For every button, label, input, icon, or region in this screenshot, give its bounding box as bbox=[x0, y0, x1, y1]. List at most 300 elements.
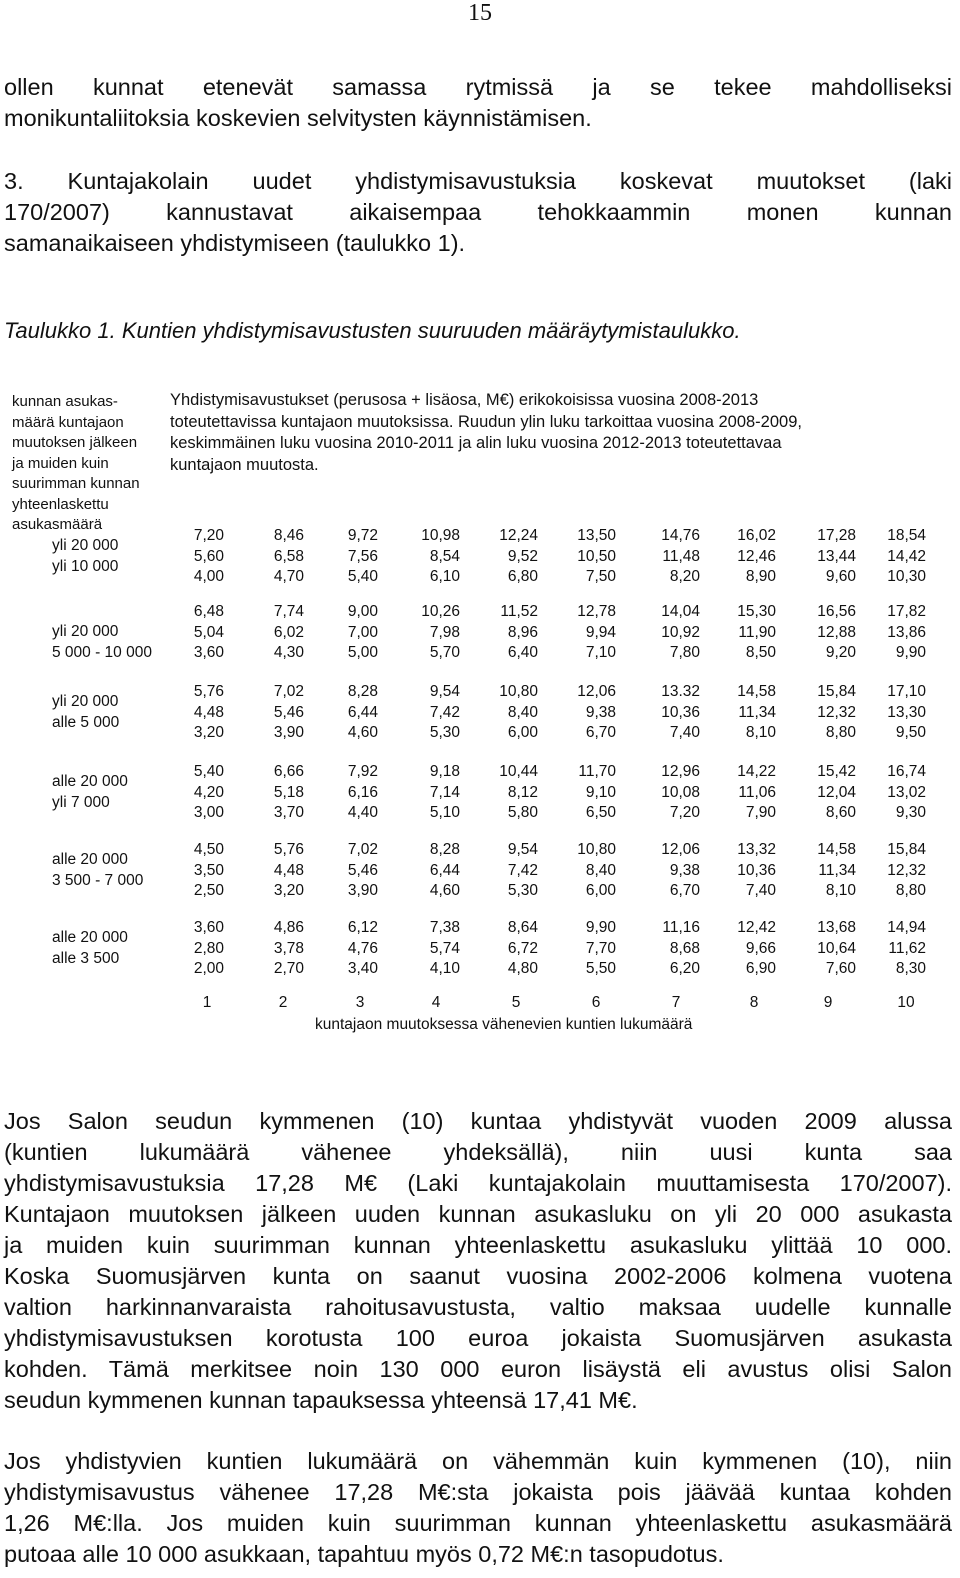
cell-value: 5,30 bbox=[507, 882, 538, 899]
cell-value: 8,30 bbox=[895, 960, 926, 977]
column-index: 7 bbox=[671, 994, 681, 1011]
cell-value: 11,06 bbox=[738, 783, 776, 801]
cell-value: 13,44 bbox=[817, 547, 856, 565]
column-index: 2 bbox=[278, 994, 288, 1011]
cell-value: 6,00 bbox=[585, 882, 616, 899]
cell-value: 10,44 bbox=[499, 763, 538, 780]
cell-value: 4,76 bbox=[347, 939, 378, 957]
cell-value: 5,10 bbox=[429, 804, 460, 821]
table-cell bbox=[716, 918, 776, 980]
cell-value: 6,00 bbox=[507, 724, 538, 741]
salo-paragraph bbox=[4, 1106, 952, 1416]
table-cell bbox=[716, 602, 776, 664]
row-label bbox=[52, 536, 118, 577]
cell-value: 9,72 bbox=[347, 527, 378, 544]
cell-value: 5,74 bbox=[429, 939, 460, 957]
row-label-line: alle 5 000 bbox=[52, 713, 120, 731]
cell-value: 2,00 bbox=[193, 960, 224, 977]
cell-value: 12,46 bbox=[737, 547, 776, 565]
column-index: 4 bbox=[431, 994, 441, 1011]
cell-value: 16,56 bbox=[817, 603, 856, 620]
cell-value: 14,42 bbox=[887, 547, 926, 565]
table-cell bbox=[716, 682, 776, 744]
row-label bbox=[52, 622, 152, 663]
table-cell bbox=[796, 762, 856, 824]
cell-value: 12,04 bbox=[817, 783, 856, 801]
cell-value: 9,20 bbox=[825, 644, 856, 661]
cell-value: 14,58 bbox=[737, 683, 776, 700]
table-caption: Taulukko 1. Kuntien yhdistymisavustusten suuruuden määräytymistaulukko. bbox=[4, 318, 741, 343]
table-cell bbox=[556, 602, 616, 664]
cell-value: 7,42 bbox=[507, 861, 538, 879]
header-label-line: suurimman kunnan bbox=[12, 475, 140, 492]
cell-value: 5,30 bbox=[429, 724, 460, 741]
cell-value: 3,60 bbox=[193, 644, 224, 661]
salo-line: kohden. Tämä merkitsee noin 130 000 euron lisäystä eli avustus olisi Salon bbox=[4, 1356, 952, 1382]
cell-value: 4,48 bbox=[273, 861, 304, 879]
table-cell bbox=[164, 682, 224, 744]
cell-value: 4,40 bbox=[347, 804, 378, 821]
header-label-line: määrä kuntajaon bbox=[12, 413, 124, 431]
cell-value: 9,90 bbox=[895, 644, 926, 661]
point-3-line: 170/2007) kannustavat aikaisempaa tehokkaammin monen kunnan bbox=[4, 199, 952, 225]
cell-value: 13.32 bbox=[661, 683, 700, 700]
table-cell bbox=[478, 918, 538, 980]
cell-value: 9,60 bbox=[825, 568, 856, 585]
cell-value: 3,60 bbox=[193, 919, 224, 936]
cell-value: 7,80 bbox=[669, 644, 700, 661]
page-number: 15 bbox=[468, 0, 492, 26]
intro-paragraph bbox=[4, 72, 952, 134]
cell-value: 5,76 bbox=[273, 841, 304, 858]
table-cell bbox=[318, 762, 378, 824]
cell-value: 10,26 bbox=[421, 603, 460, 620]
cell-value: 8,50 bbox=[745, 644, 776, 661]
cell-value: 12,06 bbox=[577, 683, 616, 700]
cell-value: 3,20 bbox=[273, 882, 304, 899]
description-line: Yhdistymisavustukset (perusosa + lisäosa, M€) erikokoisissa vuosina 2008-2013 bbox=[170, 391, 759, 409]
cell-value: 7,56 bbox=[347, 547, 378, 565]
cell-value: 9,54 bbox=[507, 841, 538, 858]
table-cell bbox=[796, 602, 856, 664]
header-label-line: ja muiden kuin bbox=[12, 454, 109, 472]
cell-value: 2,50 bbox=[193, 882, 224, 899]
cell-value: 7,20 bbox=[669, 804, 700, 821]
salo-line: valtion harkinnanvaraista rahoitusavustusta, valtio maksaa uudelle kunnalle bbox=[4, 1294, 952, 1320]
description-line: keskimmäinen luku vuosina 2010-2011 ja alin luku vuosina 2012-2013 toteutettavaa bbox=[170, 434, 782, 452]
cell-value: 8,54 bbox=[429, 547, 460, 565]
cell-value: 15,42 bbox=[817, 763, 856, 780]
table-cell bbox=[556, 526, 616, 588]
cell-value: 6,48 bbox=[193, 603, 224, 620]
cell-value: 7,70 bbox=[585, 939, 616, 957]
table-cell bbox=[318, 682, 378, 744]
column-index: 6 bbox=[591, 994, 601, 1011]
salo-line: seudun kymmenen kunnan tapauksessa yhteensä 17,41 M€. bbox=[4, 1387, 638, 1413]
cell-value: 6,70 bbox=[669, 882, 700, 899]
table-cell bbox=[318, 526, 378, 588]
table-cell bbox=[866, 526, 926, 588]
cell-value: 5,60 bbox=[193, 547, 224, 565]
cell-value: 6,70 bbox=[585, 724, 616, 741]
cell-value: 11,34 bbox=[738, 703, 776, 721]
fewer-line: yhdistymisavustus vähenee 17,28 M€:sta jokaista pois jäävää kuntaa kohden bbox=[4, 1479, 952, 1505]
cell-value: 12,32 bbox=[887, 861, 926, 879]
row-label-line: alle 3 500 bbox=[52, 949, 120, 967]
cell-value: 15,30 bbox=[737, 603, 776, 620]
table-cell bbox=[866, 918, 926, 980]
table-row-header-label bbox=[12, 392, 162, 536]
cell-value: 6,66 bbox=[273, 763, 304, 780]
cell-value: 4,50 bbox=[193, 841, 224, 858]
salo-line: yhdistymisavustuksia 17,28 M€ (Laki kuntajakolain muuttamisesta 170/2007). bbox=[4, 1170, 952, 1196]
cell-value: 10,50 bbox=[577, 547, 616, 565]
table-cell bbox=[640, 682, 700, 744]
cell-value: 13,32 bbox=[737, 841, 776, 858]
cell-value: 7,60 bbox=[825, 960, 856, 977]
cell-value: 9,90 bbox=[585, 919, 616, 936]
row-label-line: alle 20 000 bbox=[52, 773, 128, 790]
cell-value: 9,38 bbox=[585, 703, 616, 721]
cell-value: 8,10 bbox=[825, 882, 856, 899]
cell-value: 7,00 bbox=[347, 623, 378, 641]
cell-value: 7,14 bbox=[429, 783, 460, 801]
table-cell bbox=[556, 762, 616, 824]
cell-value: 12,96 bbox=[661, 763, 700, 780]
row-label-line: 3 500 - 7 000 bbox=[52, 871, 144, 889]
salo-line: Koska Suomusjärven kunta on saanut vuosina 2002-2006 kolmena vuotena bbox=[4, 1263, 952, 1289]
cell-value: 14,04 bbox=[661, 603, 700, 620]
cell-value: 9,10 bbox=[585, 783, 616, 801]
table-cell bbox=[164, 602, 224, 664]
cell-value: 17,10 bbox=[887, 683, 926, 700]
cell-value: 8,68 bbox=[669, 939, 700, 957]
cell-value: 9,38 bbox=[669, 861, 700, 879]
fewer-line: putoaa alle 10 000 asukkaan, tapahtuu myös 0,72 M€:n tasopudotus. bbox=[4, 1541, 724, 1567]
table-cell bbox=[244, 840, 304, 902]
table-cell bbox=[716, 526, 776, 588]
cell-value: 7,90 bbox=[745, 804, 776, 821]
header-label-line: muutoksen jälkeen bbox=[12, 434, 138, 451]
cell-value: 8,80 bbox=[895, 882, 926, 899]
cell-value: 8,40 bbox=[585, 861, 616, 879]
cell-value: 11,62 bbox=[888, 939, 926, 957]
intro-line: ollen kunnat etenevät samassa rytmissä ja se tekee mahdolliseksi bbox=[4, 74, 952, 100]
table-cell bbox=[866, 762, 926, 824]
cell-value: 11,48 bbox=[662, 547, 700, 565]
cell-value: 2,70 bbox=[273, 960, 304, 977]
description-line: toteutettavissa kuntajaon muutoksissa. Ruudun ylin luku tarkoittaa vuosina 2008-2009, bbox=[170, 412, 802, 431]
table-cell bbox=[866, 682, 926, 744]
cell-value: 7,40 bbox=[669, 724, 700, 741]
table-description bbox=[170, 390, 930, 476]
cell-value: 7,02 bbox=[273, 683, 304, 700]
table-cell bbox=[244, 762, 304, 824]
salo-line: yhdistymisavustuksen korotusta 100 euroa jokaista Suomusjärven asukasta bbox=[4, 1325, 952, 1351]
cell-value: 8,40 bbox=[507, 703, 538, 721]
cell-value: 5,46 bbox=[273, 703, 304, 721]
cell-value: 6,80 bbox=[507, 568, 538, 585]
cell-value: 5,18 bbox=[273, 783, 304, 801]
cell-value: 4,30 bbox=[273, 644, 304, 661]
table-cell bbox=[478, 840, 538, 902]
cell-value: 3,50 bbox=[193, 861, 224, 879]
cell-value: 8,96 bbox=[507, 623, 538, 641]
cell-value: 3,40 bbox=[347, 960, 378, 977]
salo-line: ja muiden kuin suurimman kunnan yhteenlaskettu asukasluku ylittää 10 000. bbox=[4, 1232, 952, 1258]
row-label-line: yli 20 000 bbox=[52, 623, 119, 640]
table-cell bbox=[640, 918, 700, 980]
header-label-line: asukasmäärä bbox=[12, 516, 103, 533]
cell-value: 5,00 bbox=[347, 644, 378, 661]
table-cell bbox=[556, 682, 616, 744]
cell-value: 6,16 bbox=[347, 783, 378, 801]
cell-value: 6,50 bbox=[585, 804, 616, 821]
cell-value: 5,80 bbox=[507, 804, 538, 821]
cell-value: 4,00 bbox=[193, 568, 224, 585]
table-cell bbox=[640, 840, 700, 902]
point-3-paragraph bbox=[4, 166, 952, 259]
cell-value: 11,70 bbox=[578, 763, 616, 780]
header-label-line: yhteenlaskettu bbox=[12, 495, 109, 513]
cell-value: 13,68 bbox=[817, 919, 856, 936]
cell-value: 12,42 bbox=[737, 919, 776, 936]
cell-value: 5,70 bbox=[429, 644, 460, 661]
cell-value: 4,86 bbox=[273, 919, 304, 936]
cell-value: 7,20 bbox=[193, 527, 224, 544]
cell-value: 6,12 bbox=[347, 919, 378, 936]
table-cell bbox=[556, 840, 616, 902]
cell-value: 14,58 bbox=[817, 841, 856, 858]
cell-value: 16,02 bbox=[737, 527, 776, 544]
cell-value: 3,20 bbox=[193, 724, 224, 741]
cell-value: 9,50 bbox=[895, 724, 926, 741]
row-label-line: 5 000 - 10 000 bbox=[52, 643, 152, 661]
table-cell bbox=[400, 762, 460, 824]
cell-value: 4,20 bbox=[193, 783, 224, 801]
cell-value: 10,80 bbox=[577, 841, 616, 858]
cell-value: 10,98 bbox=[421, 527, 460, 544]
intro-line: monikuntaliitoksia koskevien selvitysten käynnistämisen. bbox=[4, 105, 592, 131]
row-label bbox=[52, 850, 143, 891]
cell-value: 6,72 bbox=[507, 939, 538, 957]
cell-value: 9,54 bbox=[429, 683, 460, 700]
row-label-line: yli 10 000 bbox=[52, 557, 119, 575]
column-index: 5 bbox=[511, 994, 521, 1011]
row-label bbox=[52, 928, 128, 969]
table-cell bbox=[164, 918, 224, 980]
cell-value: 5,04 bbox=[193, 623, 224, 641]
table-cell bbox=[400, 918, 460, 980]
cell-value: 14,94 bbox=[887, 919, 926, 936]
cell-value: 2,80 bbox=[193, 939, 224, 957]
cell-value: 6,58 bbox=[273, 547, 304, 565]
table-cell bbox=[796, 526, 856, 588]
table-cell bbox=[244, 526, 304, 588]
cell-value: 8,28 bbox=[347, 683, 378, 700]
row-label bbox=[52, 772, 128, 813]
header-label-line: kunnan asukas- bbox=[12, 393, 118, 410]
cell-value: 6,44 bbox=[347, 703, 378, 721]
cell-value: 11,34 bbox=[818, 861, 856, 879]
table-cell bbox=[244, 602, 304, 664]
cell-value: 5,76 bbox=[193, 683, 224, 700]
table-cell bbox=[796, 682, 856, 744]
table-cell bbox=[640, 602, 700, 664]
cell-value: 4,10 bbox=[429, 960, 460, 977]
column-index: 10 bbox=[897, 994, 915, 1011]
cell-value: 8,46 bbox=[273, 527, 304, 544]
table-cell bbox=[164, 762, 224, 824]
cell-value: 12,06 bbox=[661, 841, 700, 858]
row-label-line: yli 20 000 bbox=[52, 537, 119, 554]
table-cell bbox=[164, 840, 224, 902]
table-cell bbox=[164, 526, 224, 588]
cell-value: 6,20 bbox=[669, 960, 700, 977]
cell-value: 5,40 bbox=[193, 763, 224, 780]
description-line: kuntajaon muutosta. bbox=[170, 455, 319, 474]
cell-value: 8,28 bbox=[429, 841, 460, 858]
cell-value: 17,28 bbox=[817, 527, 856, 544]
cell-value: 8,80 bbox=[825, 724, 856, 741]
cell-value: 4,80 bbox=[507, 960, 538, 977]
cell-value: 3,00 bbox=[193, 804, 224, 821]
table-cell bbox=[556, 918, 616, 980]
salo-line: (kuntien lukumäärä vähenee yhdeksällä), niin uusi kunta saa bbox=[4, 1139, 952, 1165]
cell-value: 7,10 bbox=[585, 644, 616, 661]
cell-value: 6,90 bbox=[745, 960, 776, 977]
column-index: 8 bbox=[749, 994, 759, 1011]
cell-value: 12,88 bbox=[817, 623, 856, 641]
cell-value: 6,10 bbox=[429, 568, 460, 585]
cell-value: 7,02 bbox=[347, 841, 378, 858]
cell-value: 10,80 bbox=[499, 683, 538, 700]
cell-value: 16,74 bbox=[887, 763, 926, 780]
cell-value: 4,70 bbox=[273, 568, 304, 585]
table-cell bbox=[400, 526, 460, 588]
cell-value: 10,92 bbox=[661, 623, 700, 641]
salo-line: Jos Salon seudun kymmenen (10) kuntaa yhdistyvät vuoden 2009 alussa bbox=[4, 1108, 952, 1134]
table-cell bbox=[478, 762, 538, 824]
fewer-line: 1,26 M€:lla. Jos muiden kuin suurimman kunnan yhteenlaskettu asukasmäärä bbox=[4, 1510, 952, 1536]
cell-value: 15,84 bbox=[887, 841, 926, 858]
cell-value: 8,10 bbox=[745, 724, 776, 741]
cell-value: 10,64 bbox=[817, 939, 856, 957]
cell-value: 4,48 bbox=[193, 703, 224, 721]
table-cell bbox=[318, 918, 378, 980]
table-cell bbox=[866, 840, 926, 902]
cell-value: 4,60 bbox=[429, 882, 460, 899]
cell-value: 9,66 bbox=[745, 939, 776, 957]
fewer-municipalities-paragraph bbox=[4, 1446, 952, 1570]
cell-value: 3,90 bbox=[347, 882, 378, 899]
cell-value: 14,76 bbox=[661, 527, 700, 544]
cell-value: 4,60 bbox=[347, 724, 378, 741]
row-label-line: yli 20 000 bbox=[52, 693, 119, 710]
table-cell bbox=[400, 840, 460, 902]
cell-value: 10,36 bbox=[661, 703, 700, 721]
column-index: 1 bbox=[202, 994, 212, 1011]
table-cell bbox=[400, 682, 460, 744]
cell-value: 18,54 bbox=[887, 527, 926, 544]
cell-value: 6,02 bbox=[273, 623, 304, 641]
cell-value: 7,74 bbox=[273, 603, 304, 620]
row-label-line: alle 20 000 bbox=[52, 851, 128, 868]
cell-value: 14,22 bbox=[737, 763, 776, 780]
cell-value: 8,20 bbox=[669, 568, 700, 585]
cell-value: 8,60 bbox=[825, 804, 856, 821]
table-cell bbox=[796, 840, 856, 902]
cell-value: 13,02 bbox=[887, 783, 926, 801]
cell-value: 3,90 bbox=[273, 724, 304, 741]
cell-value: 9,00 bbox=[347, 603, 378, 620]
cell-value: 12,78 bbox=[577, 603, 616, 620]
cell-value: 6,44 bbox=[429, 861, 460, 879]
cell-value: 10,30 bbox=[887, 568, 926, 585]
fewer-line: Jos yhdistyvien kuntien lukumäärä on vähemmän kuin kymmenen (10), niin bbox=[4, 1448, 952, 1474]
cell-value: 9,94 bbox=[585, 623, 616, 641]
table-cell bbox=[244, 918, 304, 980]
point-3-line: 3. Kuntajakolain uudet yhdistymisavustuksia koskevat muutokset (laki bbox=[4, 168, 952, 194]
cell-value: 13,50 bbox=[577, 527, 616, 544]
row-label-line: yli 7 000 bbox=[52, 793, 110, 811]
table-cell bbox=[866, 602, 926, 664]
cell-value: 11,90 bbox=[738, 623, 776, 641]
table-cell bbox=[640, 762, 700, 824]
cell-value: 7,40 bbox=[745, 882, 776, 899]
table-cell bbox=[318, 840, 378, 902]
cell-value: 9,30 bbox=[895, 804, 926, 821]
cell-value: 8,12 bbox=[507, 783, 538, 801]
cell-value: 6,40 bbox=[507, 644, 538, 661]
cell-value: 8,64 bbox=[507, 919, 538, 936]
salo-line: Kuntajaon muutoksen jälkeen uuden kunnan asukasluku on yli 20 000 asukasta bbox=[4, 1201, 952, 1227]
cell-value: 5,40 bbox=[347, 568, 378, 585]
table-cell bbox=[478, 682, 538, 744]
cell-value: 15,84 bbox=[817, 683, 856, 700]
table-cell bbox=[716, 762, 776, 824]
cell-value: 7,42 bbox=[429, 703, 460, 721]
table-cell bbox=[716, 840, 776, 902]
cell-value: 7,92 bbox=[347, 763, 378, 780]
table-cell bbox=[478, 526, 538, 588]
table-cell bbox=[400, 602, 460, 664]
cell-value: 13,30 bbox=[887, 703, 926, 721]
cell-value: 3,78 bbox=[273, 939, 304, 957]
cell-value: 12,32 bbox=[817, 703, 856, 721]
column-axis-label: kuntajaon muutoksessa vähenevien kuntien lukumäärä bbox=[315, 1016, 693, 1033]
column-index: 9 bbox=[823, 994, 833, 1011]
cell-value: 13,86 bbox=[887, 623, 926, 641]
row-label-line: alle 20 000 bbox=[52, 929, 128, 946]
row-label bbox=[52, 692, 119, 733]
cell-value: 5,50 bbox=[585, 960, 616, 977]
cell-value: 9,18 bbox=[429, 763, 460, 780]
cell-value: 3,70 bbox=[273, 804, 304, 821]
table-cell bbox=[640, 526, 700, 588]
cell-value: 7,50 bbox=[585, 568, 616, 585]
cell-value: 9,52 bbox=[507, 547, 538, 565]
cell-value: 17,82 bbox=[887, 603, 926, 620]
table-cell bbox=[318, 602, 378, 664]
cell-value: 10,36 bbox=[737, 861, 776, 879]
table-cell bbox=[796, 918, 856, 980]
cell-value: 8,90 bbox=[745, 568, 776, 585]
cell-value: 11,52 bbox=[500, 603, 538, 620]
cell-value: 12,24 bbox=[499, 527, 538, 544]
point-3-line: samanaikaiseen yhdistymiseen (taulukko 1). bbox=[4, 230, 466, 256]
table-cell bbox=[244, 682, 304, 744]
